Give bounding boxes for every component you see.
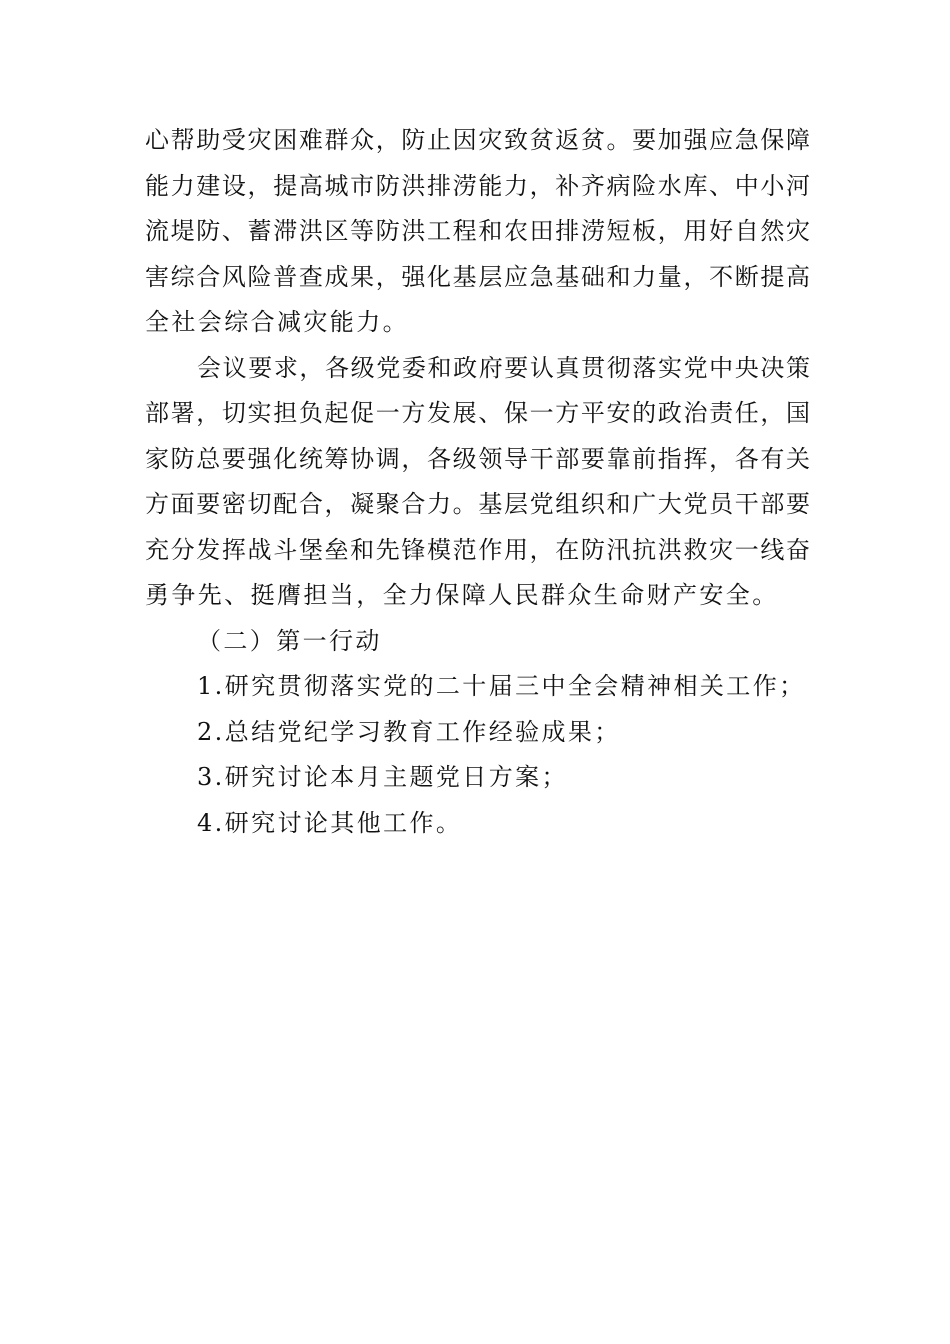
section-first-action — [145, 619, 810, 847]
paragraph-disaster-relief — [145, 118, 810, 346]
text-line: 部署，切实担负起促一方发展、保一方平安的政治责任，国 — [145, 399, 810, 427]
section-heading: （二）第一行动 — [197, 626, 382, 655]
text-line: 害综合风险普查成果，强化基层应急基础和力量，不断提高 — [145, 262, 810, 291]
list-item: 4.研究讨论其他工作。 — [197, 808, 463, 837]
document-body — [145, 118, 810, 846]
text-line: 流堤防、蓄滞洪区等防洪工程和农田排涝短板，用好自然灾 — [145, 217, 810, 245]
paragraph-meeting-requirements — [145, 346, 810, 619]
text-line: 能力建设，提高城市防洪排涝能力，补齐病险水库、中小河 — [145, 171, 810, 200]
text-line: 家防总要强化统筹协调，各级领导干部要靠前指挥，各有关 — [145, 444, 810, 473]
list-item: 3.研究讨论本月主题党日方案； — [197, 763, 568, 791]
text-line: 充分发挥战斗堡垒和先锋模范作用，在防汛抗洪救灾一线奋 — [145, 535, 810, 564]
text-line: 勇争先、挺膺担当，全力保障人民群众生命财产安全。 — [145, 581, 779, 609]
text-line: 心帮助受灾困难群众，防止因灾致贫返贫。要加强应急保障 — [145, 126, 810, 154]
text-line: 会议要求，各级党委和政府要认真贯彻落实党中央决策 — [197, 353, 810, 382]
list-item: 2.总结党纪学习教育工作经验成果； — [197, 717, 621, 746]
text-line: 方面要密切配合，凝聚合力。基层党组织和广大党员干部要 — [145, 490, 810, 518]
text-line: 全社会综合减灾能力。 — [145, 308, 409, 336]
list-item: 1.研究贯彻落实党的二十届三中全会精神相关工作； — [197, 672, 806, 700]
